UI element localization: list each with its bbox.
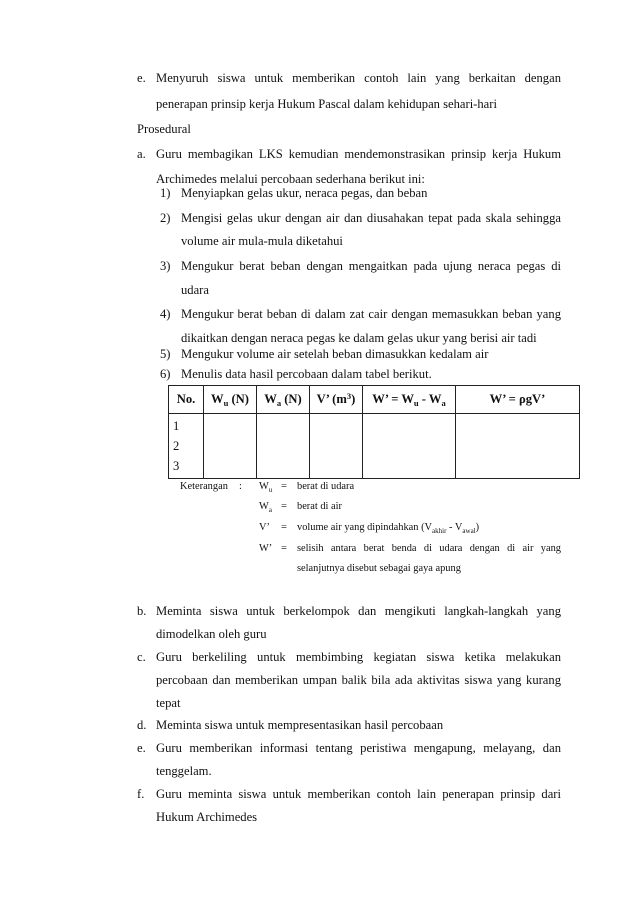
symbol: W’ xyxy=(259,543,273,554)
row-numbers xyxy=(169,414,204,479)
paragraph-line: Guru meminta siswa untuk memberikan contoh lain penerapan prinsip dari xyxy=(156,787,561,801)
step-text: Mengukur berat beban dengan mengaitkan pada ujung neraca pegas di xyxy=(181,259,561,273)
step-text: udara xyxy=(181,283,209,297)
step-number: 4) xyxy=(160,307,171,321)
step-text: Menulis data hasil percobaan dalam tabel berikut. xyxy=(181,367,432,381)
paragraph-line: penerapan prinsip kerja Hukum Pascal dalam kehidupan sehari-hari xyxy=(156,97,497,111)
symbol: V’ xyxy=(259,522,270,533)
paragraph-line: tenggelam. xyxy=(156,764,212,778)
header-w-rho: W’ = ρgV’ xyxy=(456,386,580,414)
list-marker: e. xyxy=(137,71,146,85)
paragraph-line: percobaan dan memberikan umpan balik bila ada aktivitas siswa yang kurang xyxy=(156,673,561,687)
step-number: 1) xyxy=(160,186,171,200)
step-number: 3) xyxy=(160,259,171,273)
header-v: V’ $(m^3)$ xyxy=(310,386,363,414)
definition: berat di udara xyxy=(297,481,355,492)
header-w-diff: W’ = $W_u - W_a$ xyxy=(363,386,456,414)
row-number: 3 xyxy=(173,459,180,473)
empty-cell xyxy=(310,414,363,479)
paragraph-line: Guru membagikan LKS kemudian mendemonstrasikan prinsip kerja Hukum xyxy=(156,147,561,161)
paragraph-line: Guru berkeliling untuk membimbing kegiatan siswa ketika melakukan xyxy=(156,650,561,664)
paragraph-line: Hukum Archimedes xyxy=(156,810,258,824)
paragraph-line: tepat xyxy=(156,696,181,710)
step-text: dikaitkan dengan neraca pegas ke dalam gelas ukur yang berisi air tadi xyxy=(181,331,537,345)
definition: selanjutnya disebut sebagai gaya apung xyxy=(297,563,461,574)
header-no: No. xyxy=(169,386,204,414)
step-number: 6) xyxy=(160,367,171,381)
equals-sign: = xyxy=(281,501,287,512)
equals-sign: = xyxy=(281,543,287,554)
step-number: 2) xyxy=(160,211,171,225)
paragraph-line: Archimedes melalui percobaan sederhana berikut ini: xyxy=(156,172,425,186)
equals-sign: = xyxy=(281,481,287,492)
empty-cell xyxy=(456,414,580,479)
definition: volume air yang dipindahkan $(V_{akhir} - V_{awal})$ xyxy=(297,522,480,535)
row-number: 2 xyxy=(173,439,180,453)
header-wa: $W_a$ (N) xyxy=(257,386,310,414)
header-wu: $W_u$ (N) xyxy=(204,386,257,414)
paragraph-line: Guru memberikan informasi tentang peristiwa mengapung, melayang, dan xyxy=(156,741,561,755)
table-row xyxy=(169,414,580,479)
list-marker: b. xyxy=(137,604,147,618)
list-marker: c. xyxy=(137,650,146,664)
list-marker: d. xyxy=(137,718,147,732)
section-heading: Prosedural xyxy=(137,122,191,136)
list-marker: e. xyxy=(137,741,146,755)
definition: berat di air xyxy=(297,501,343,512)
empty-cell xyxy=(257,414,310,479)
keterangan-colon: : xyxy=(239,481,242,492)
step-text: volume air mula-mula diketahui xyxy=(181,234,343,248)
definition: selisih antara berat benda di udara dengan di air yang xyxy=(297,543,561,554)
row-number: 1 xyxy=(173,419,180,433)
data-table xyxy=(168,385,580,479)
equals-sign: = xyxy=(281,522,287,533)
paragraph-line: Meminta siswa untuk mempresentasikan hasil percobaan xyxy=(156,718,444,732)
step-text: Menyiapkan gelas ukur, neraca pegas, dan beban xyxy=(181,186,428,200)
step-text: Mengukur volume air setelah beban dimasukkan kedalam air xyxy=(181,347,489,361)
list-marker: f. xyxy=(137,787,145,801)
step-text: Mengukur berat beban di dalam zat cair dengan memasukkan beban yang xyxy=(181,307,561,321)
symbol: $W_u$ xyxy=(259,481,273,494)
paragraph-line: dimodelkan oleh guru xyxy=(156,627,267,641)
step-number: 5) xyxy=(160,347,171,361)
list-marker: a. xyxy=(137,147,146,161)
step-text: Mengisi gelas ukur dengan air dan diusahakan tepat pada skala sehingga xyxy=(181,211,561,225)
empty-cell xyxy=(204,414,257,479)
empty-cell xyxy=(363,414,456,479)
table-header-row xyxy=(169,386,580,414)
paragraph-line: Menyuruh siswa untuk memberikan contoh lain yang berkaitan dengan xyxy=(156,71,561,85)
paragraph-line: Meminta siswa untuk berkelompok dan mengikuti langkah-langkah yang xyxy=(156,604,561,618)
keterangan-label: Keterangan xyxy=(180,481,228,492)
symbol: $W_a$ xyxy=(259,501,272,514)
